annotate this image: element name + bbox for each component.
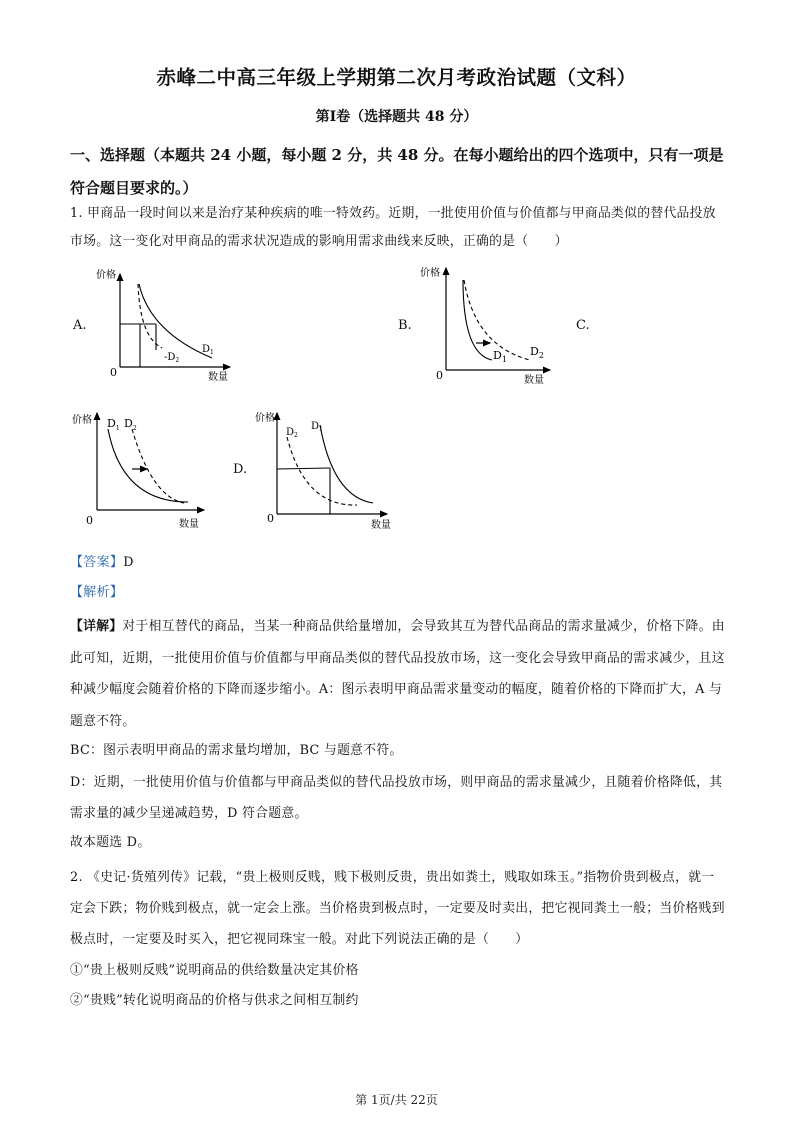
detail-line-4: 故本题选 D。 [70, 835, 151, 850]
curve-d1 [320, 425, 373, 503]
curve-d2 [287, 437, 357, 505]
graph-c [72, 407, 212, 532]
d2-label: $D_2$ [530, 345, 544, 360]
d2-label: $D_2$ [124, 417, 137, 432]
question-1-stem: 1. 甲商品一段时间以来是治疗某种疾病的唯一特效药。近期，一批使用价值与价值都与甲商品类似的替代品投放市场。这一变化对甲商品的需求状况造成的影响用需求曲线来反映，正确的是（ ） [70, 206, 716, 249]
answer-tag: 【答案】 [70, 555, 124, 570]
detail-line-2: BC：图示表明甲商品的需求量均增加，BC 与题意不符。 [70, 743, 403, 758]
q2-item-1: ①“贵上极则反贱”说明商品的供给数量决定其价格 [70, 963, 359, 978]
question-2-stem: 2. 《史记·货殖列传》记载，“贵上极则反贱，贱下极则反贵，贵出如粪土，贱取如珠玉。”指物价贵到极点，就一定会下跌；物价贱到极点，就一定会上涨。当价格贵到极点时，一定要及时卖出，把它视同粪土一般；当价格贱到极点时，一定要及时买入，把它视同珠宝一般。对此下列说法正确的是（ ） [70, 870, 725, 947]
detail-line-1: 对于相互替代的商品，当某一种商品供给量增加，会导致其互为替代品商品的需求量减少，价格下降。由此可知，近期，一批使用价值与价值都与甲商品类似的替代品投放市场，这一变化会导致甲商品的需求减少，且这种减少幅度会随着价格的下降而逐步缩小。A：图示表明甲商品需求量变动的幅度，随着价格的下降而扩大，A 与题意不符。 [70, 619, 725, 729]
d1-label: $D_1$ [311, 421, 323, 433]
part-subtitle: 第Ⅰ卷（选择题共 48 分） [315, 109, 478, 125]
answer-row [70, 549, 725, 577]
q2-item-2: ②“贵贱”转化说明商品的价格与供求之间相互制约 [70, 993, 359, 1008]
y-axis-label: 价格 [96, 270, 116, 281]
detail-paragraph [70, 611, 725, 737]
x-axis-label: 数量 [371, 520, 391, 531]
answer-value: D [123, 555, 134, 570]
x-axis-label: 数量 [179, 519, 199, 530]
option-d-label: D. [233, 462, 248, 477]
analysis-tag: 【解析】 [70, 585, 124, 600]
origin-label: 0 [436, 369, 443, 382]
option-b-label: B. [398, 318, 412, 333]
curve-d1 [108, 429, 188, 502]
graph-a [92, 262, 242, 384]
y-axis-label: 价格 [255, 413, 275, 424]
page-footer: 第 1页/共 22页 [355, 1093, 438, 1107]
option-a-label: A. [73, 318, 87, 333]
origin-label: 0 [110, 366, 117, 379]
option-c-label: C. [576, 318, 590, 333]
curve-d2 [132, 429, 184, 503]
origin-label: 0 [86, 514, 93, 527]
origin-label: 0 [267, 512, 274, 525]
analysis-row [70, 579, 725, 607]
d1-label: $D_1$ [202, 344, 214, 356]
x-axis-label: 数量 [208, 372, 228, 383]
y-axis-label: 价格 [72, 415, 92, 426]
graph-d [255, 407, 400, 532]
d1-label: $D_1$ [493, 349, 507, 364]
curve-d2 [464, 280, 530, 360]
document-title: 赤峰二中高三年级上学期第二次月考政治试题（文科） [156, 66, 637, 89]
d1-label: $D_1$ [107, 417, 120, 432]
d2-label: $-D_2$ [164, 352, 180, 364]
section-heading: 一、选择题（本题共 24 小题，每小题 2 分，共 48 分。在每小题给出的四个选项中，只有一项是符合题目要求的。） [70, 146, 724, 197]
detail-tag: 【详解】 [70, 619, 123, 634]
y-axis-label: 价格 [420, 268, 440, 279]
graph-b [420, 262, 560, 387]
detail-line-3: D：近期，一批使用价值与价值都与甲商品类似的替代品投放市场，则甲商品的需求量减少，且随着价格降低，其需求量的减少呈递减趋势，D 符合题意。 [70, 775, 723, 821]
d2-label: $D_2$ [286, 427, 298, 439]
x-axis-label: 数量 [524, 375, 544, 386]
